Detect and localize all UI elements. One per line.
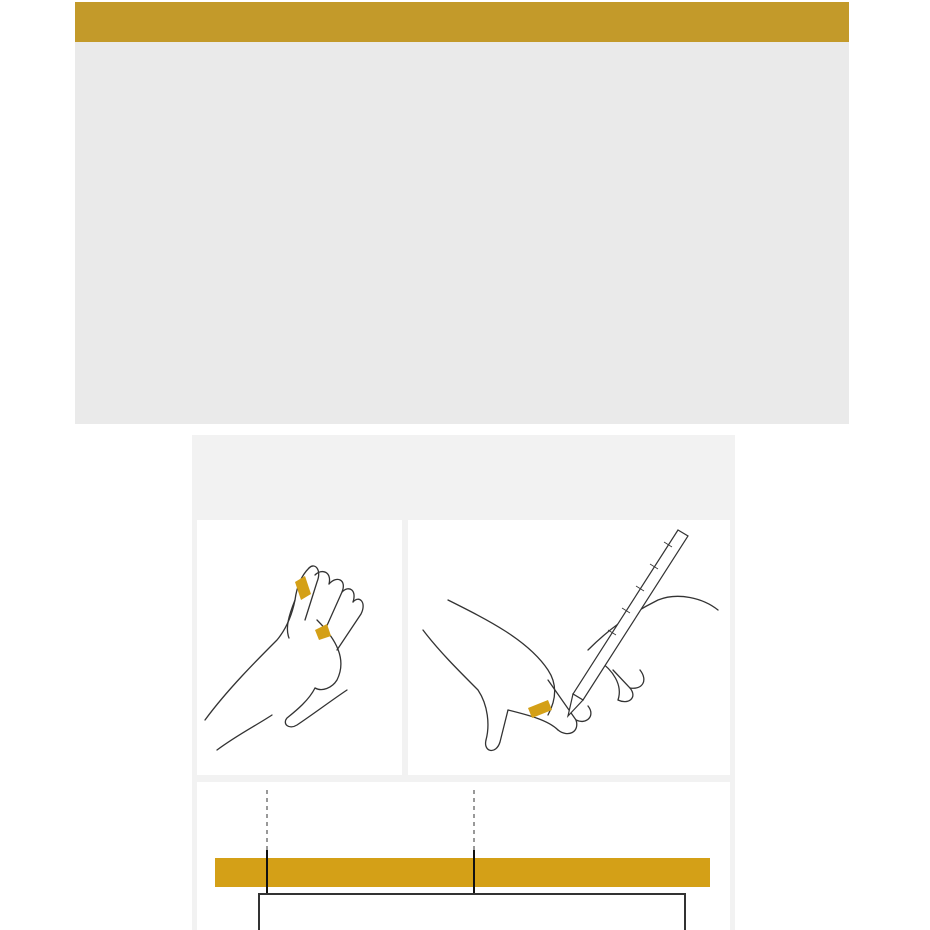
header-cn-size <box>167 2 363 42</box>
header-us-size <box>75 2 167 42</box>
header-weight <box>363 2 507 42</box>
ring-size-table <box>75 2 849 42</box>
pen-marking-illustration <box>408 520 730 775</box>
ruler-body <box>259 894 685 930</box>
table-header-row <box>75 2 849 42</box>
header-inner-circumference <box>617 2 755 42</box>
ruler-illustration <box>197 782 730 930</box>
header-inner-diameter <box>755 2 849 42</box>
size-chart-panel <box>75 2 849 424</box>
step-two-panel <box>408 520 730 775</box>
paper-strip <box>215 858 710 887</box>
step-one-panel <box>197 520 402 775</box>
measuring-guide <box>192 435 735 930</box>
step-three-panel <box>197 782 730 930</box>
hand-wrap-illustration <box>197 520 402 775</box>
header-height <box>507 2 617 42</box>
